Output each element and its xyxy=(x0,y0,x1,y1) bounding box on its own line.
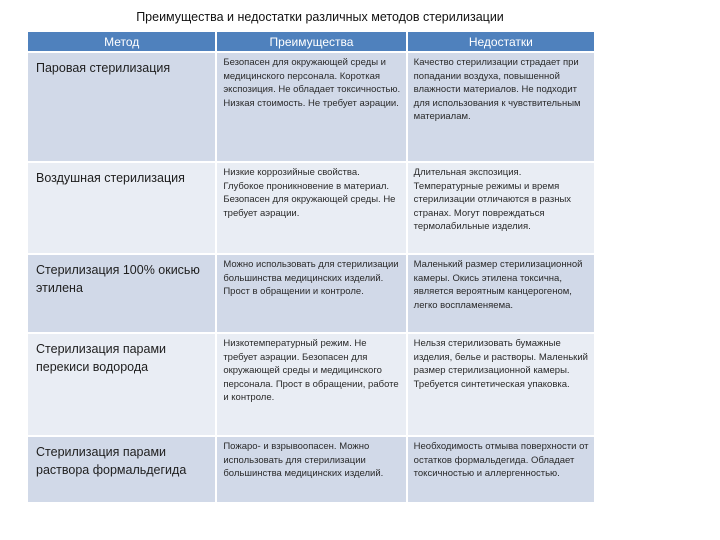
disadvantages-cell: Качество стерилизации страдает при попадании воздуха, повышенной влажности материалов. Не подходит для использования к чувствительным материалам. xyxy=(408,53,594,161)
disadvantages-cell: Длительная экспозиция. Температурные режимы и время стерилизации отличаются в разных странах. Могут повреждаться термолабильные изделия. xyxy=(408,163,594,253)
advantages-cell: Можно использовать для стерилизации большинства медицинских изделий. Прост в обращении и контроле. xyxy=(217,255,405,332)
column-header-advantages: Преимущества xyxy=(217,32,405,51)
method-cell: Воздушная стерилизация xyxy=(28,163,215,253)
disadvantages-cell: Необходимость отмыва поверхности от остатков формальдегида. Обладает токсичностью и аллергенностью. xyxy=(408,437,594,502)
method-cell: Стерилизация парами перекиси водорода xyxy=(28,334,215,435)
disadvantages-cell: Нельзя стерилизовать бумажные изделия, белье и растворы. Маленький размер стерилизационной камеры. Требуется синтетическая упаковка. xyxy=(408,334,594,435)
disadvantages-cell: Маленький размер стерилизационной камеры. Окись этилена токсична, является вероятным канцерогеном, легко воспламеняема. xyxy=(408,255,594,332)
method-cell: Паровая стерилизация xyxy=(28,53,215,161)
table-row-steam xyxy=(28,53,594,161)
advantages-cell: Низкотемпературный режим. Не требует аэрации. Безопасен для окружающей среды и медицинского персонала. Прост в обращении, работе и контроле. xyxy=(217,334,405,435)
column-header-method: Метод xyxy=(28,32,215,51)
advantages-cell: Пожаро- и взрывоопасен. Можно использовать для стерилизации большинства медицинских изделий. xyxy=(217,437,405,502)
table-header-row xyxy=(28,32,594,51)
page-title: Преимущества и недостатки различных методов стерилизации xyxy=(136,10,504,24)
table-row-hydrogen-peroxide xyxy=(28,334,594,435)
method-cell: Стерилизация 100% окисью этилена xyxy=(28,255,215,332)
table-row-formaldehyde xyxy=(28,437,594,502)
advantages-cell: Низкие коррозийные свойства. Глубокое проникновение в материал. Безопасен для окружающей среды. Не требует аэрации. xyxy=(217,163,405,253)
table-row-dry-heat xyxy=(28,163,594,253)
table-row-ethylene-oxide xyxy=(28,255,594,332)
method-cell: Стерилизация парами раствора формальдегида xyxy=(28,437,215,502)
advantages-cell: Безопасен для окружающей среды и медицинского персонала. Короткая экспозиция. Не обладает токсичностью. Низкая стоимость. Не требует аэрации. xyxy=(217,53,405,161)
sterilization-methods-table xyxy=(26,30,596,504)
column-header-disadvantages: Недостатки xyxy=(408,32,594,51)
